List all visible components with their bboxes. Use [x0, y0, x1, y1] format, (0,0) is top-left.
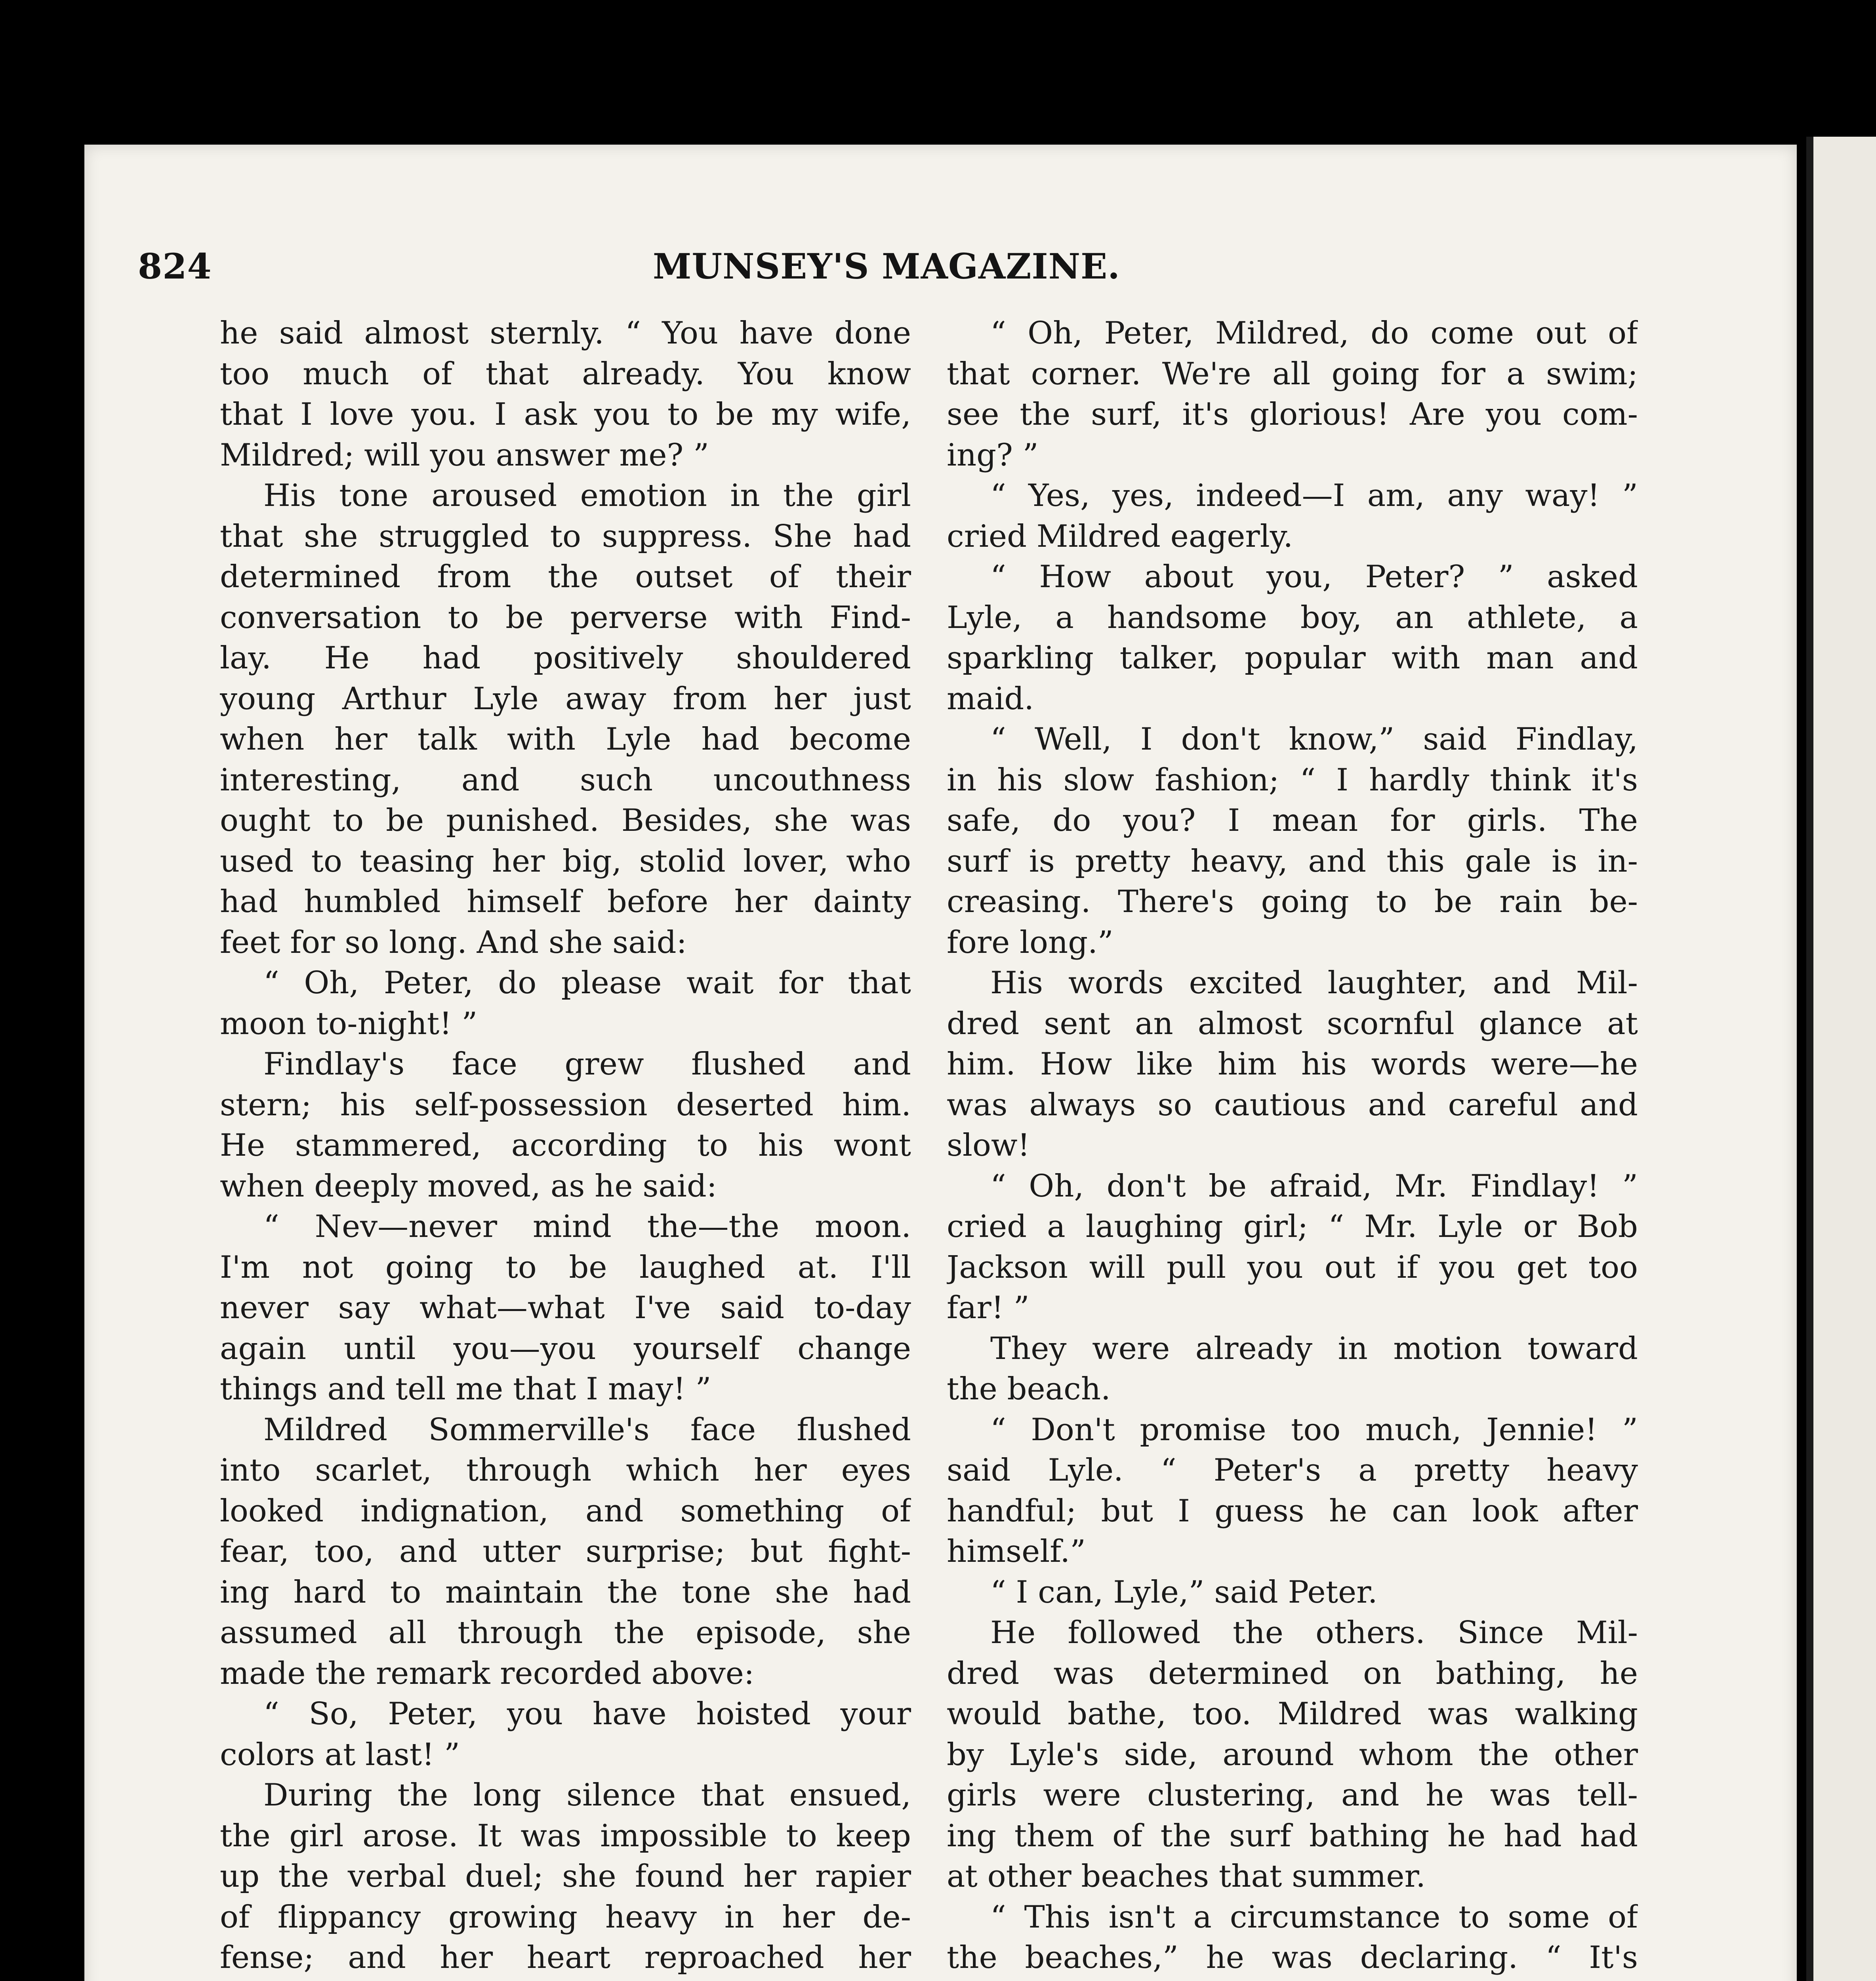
- text-line: feet for so long. And she said:: [220, 924, 687, 960]
- text-line: “ Oh, Peter, do please wait for that: [263, 965, 911, 1001]
- text-line: [220, 1978, 911, 1981]
- page-number: 824: [138, 246, 212, 287]
- text-line: [947, 1978, 1638, 1981]
- text-line: of flippancy growing heavy in her de-: [220, 1899, 911, 1935]
- text-line: lay. He had positively shouldered: [220, 640, 911, 676]
- text-line: the beaches,” he was declaring. “ It's: [947, 1940, 1638, 1975]
- text-line: “ Don't promise too much, Jennie! ”: [990, 1412, 1638, 1448]
- text-line: when deeply moved, as he said:: [220, 1168, 717, 1204]
- text-line: Lyle, a handsome boy, an athlete, a: [947, 599, 1638, 636]
- text-line: “ Nev—never mind the—the moon.: [263, 1209, 911, 1244]
- text-line: Jackson will pull you out if you get too: [947, 1249, 1638, 1285]
- text-line: Findlay's face grew flushed and: [263, 1046, 911, 1082]
- text-line: by Lyle's side, around whom the other: [947, 1737, 1638, 1773]
- text-line: things and tell me that I may! ”: [220, 1371, 711, 1407]
- left-text-column: [220, 313, 911, 1981]
- text-line: that corner. We're all going for a swim;: [947, 356, 1638, 392]
- text-line: maid.: [947, 681, 1034, 717]
- text-line: His tone aroused emotion in the girl: [263, 478, 911, 513]
- text-line: fore long.”: [947, 924, 1113, 960]
- text-line: They were already in motion toward: [990, 1330, 1638, 1366]
- text-line: looked indignation, and something of: [220, 1493, 911, 1529]
- text-line: into scarlet, through which her eyes: [220, 1452, 911, 1488]
- text-line: “ Well, I don't know,” said Findlay,: [990, 721, 1638, 757]
- text-line: Mildred; will you answer me? ”: [220, 437, 709, 473]
- text-line: dred was determined on bathing, he: [947, 1655, 1638, 1691]
- text-line: in his slow fashion; “ I hardly think it's: [947, 762, 1638, 798]
- text-line: slow!: [947, 1128, 1030, 1163]
- text-line: He followed the others. Since Mil-: [990, 1615, 1638, 1651]
- text-line: dred sent an almost scornful glance at: [947, 1006, 1638, 1042]
- text-line: see the surf, it's glorious! Are you com-: [947, 397, 1638, 432]
- text-line: never say what—what I've said to-day: [220, 1290, 911, 1326]
- text-line: During the long silence that ensued,: [263, 1777, 911, 1813]
- text-line: “ Oh, don't be afraid, Mr. Findlay! ”: [990, 1168, 1638, 1204]
- text-line: himself.”: [947, 1534, 1086, 1569]
- text-line: He stammered, according to his wont: [220, 1128, 911, 1163]
- text-line: made the remark recorded above:: [220, 1655, 755, 1691]
- text-line: ing them of the surf bathing he had had: [947, 1818, 1638, 1854]
- text-line: His words excited laughter, and Mil-: [990, 965, 1638, 1001]
- text-line: surf is pretty heavy, and this gale is in-: [947, 843, 1638, 879]
- text-line: cried a laughing girl; “ Mr. Lyle or Bob: [947, 1209, 1638, 1244]
- text-line: ing? ”: [947, 437, 1039, 473]
- text-line: assumed all through the episode, she: [220, 1615, 911, 1651]
- text-line: that she struggled to suppress. She had: [220, 518, 911, 554]
- text-line: fense; and her heart reproached her: [220, 1940, 911, 1975]
- text-line: girls were clustering, and he was tell-: [947, 1777, 1638, 1813]
- text-line: interesting, and such uncouthness: [220, 762, 911, 798]
- text-line: moon to-night! ”: [220, 1006, 478, 1042]
- magazine-title: MUNSEY'S MAGAZINE.: [653, 246, 1120, 287]
- text-line: creasing. There's going to be rain be-: [947, 884, 1638, 920]
- text-line: conversation to be perverse with Find-: [220, 599, 911, 636]
- text-line: that I love you. I ask you to be my wife,: [220, 397, 911, 432]
- text-line: stern; his self-possession deserted him.: [220, 1087, 911, 1123]
- running-head: [138, 246, 1651, 297]
- text-line: “ I can, Lyle,” said Peter.: [990, 1574, 1378, 1610]
- text-line: was always so cautious and careful and: [947, 1087, 1638, 1123]
- text-line: too much of that already. You know: [220, 356, 911, 392]
- text-line: had humbled himself before her dainty: [220, 884, 911, 920]
- text-line: sparkling talker, popular with man and: [947, 640, 1638, 676]
- text-line: would bathe, too. Mildred was walking: [947, 1696, 1638, 1732]
- text-line: “ Oh, Peter, Mildred, do come out of: [990, 315, 1638, 351]
- text-line: cried Mildred eagerly.: [947, 518, 1293, 554]
- text-line: safe, do you? I mean for girls. The: [947, 803, 1638, 838]
- text-line: colors at last! ”: [220, 1737, 460, 1773]
- text-line: young Arthur Lyle away from her just: [220, 681, 911, 717]
- text-line: when her talk with Lyle had become: [220, 721, 911, 757]
- text-line: “ So, Peter, you have hoisted your: [263, 1696, 911, 1732]
- text-line: used to teasing her big, stolid lover, who: [220, 843, 911, 879]
- next-page-edge: [1806, 137, 1876, 1981]
- text-line: ought to be punished. Besides, she was: [220, 803, 911, 838]
- text-line: at other beaches that summer.: [947, 1859, 1426, 1894]
- text-line: said Lyle. “ Peter's a pretty heavy: [947, 1452, 1638, 1488]
- text-line: the beach.: [947, 1371, 1111, 1407]
- text-line: Mildred Sommerville's face flushed: [263, 1412, 911, 1448]
- text-line: ing hard to maintain the tone she had: [220, 1574, 911, 1610]
- text-line: determined from the outset of their: [220, 559, 911, 595]
- text-line: “ Yes, yes, indeed—I am, any way! ”: [990, 478, 1638, 513]
- text-line: he said almost sternly. “ You have done: [220, 315, 911, 351]
- right-text-column: [947, 313, 1638, 1981]
- text-line: up the verbal duel; she found her rapier: [220, 1859, 911, 1894]
- text-line: “ This isn't a circumstance to some of: [990, 1899, 1638, 1935]
- text-line: fear, too, and utter surprise; but fight-: [220, 1534, 911, 1569]
- text-line: far! ”: [947, 1290, 1030, 1326]
- text-line: “ How about you, Peter? ” asked: [990, 559, 1638, 595]
- text-line: handful; but I guess he can look after: [947, 1493, 1638, 1529]
- text-line: the girl arose. It was impossible to keep: [220, 1818, 911, 1854]
- text-line: him. How like him his words were—he: [947, 1046, 1638, 1082]
- text-line: again until you—you yourself change: [220, 1330, 911, 1366]
- text-line: I'm not going to be laughed at. I'll: [220, 1249, 911, 1285]
